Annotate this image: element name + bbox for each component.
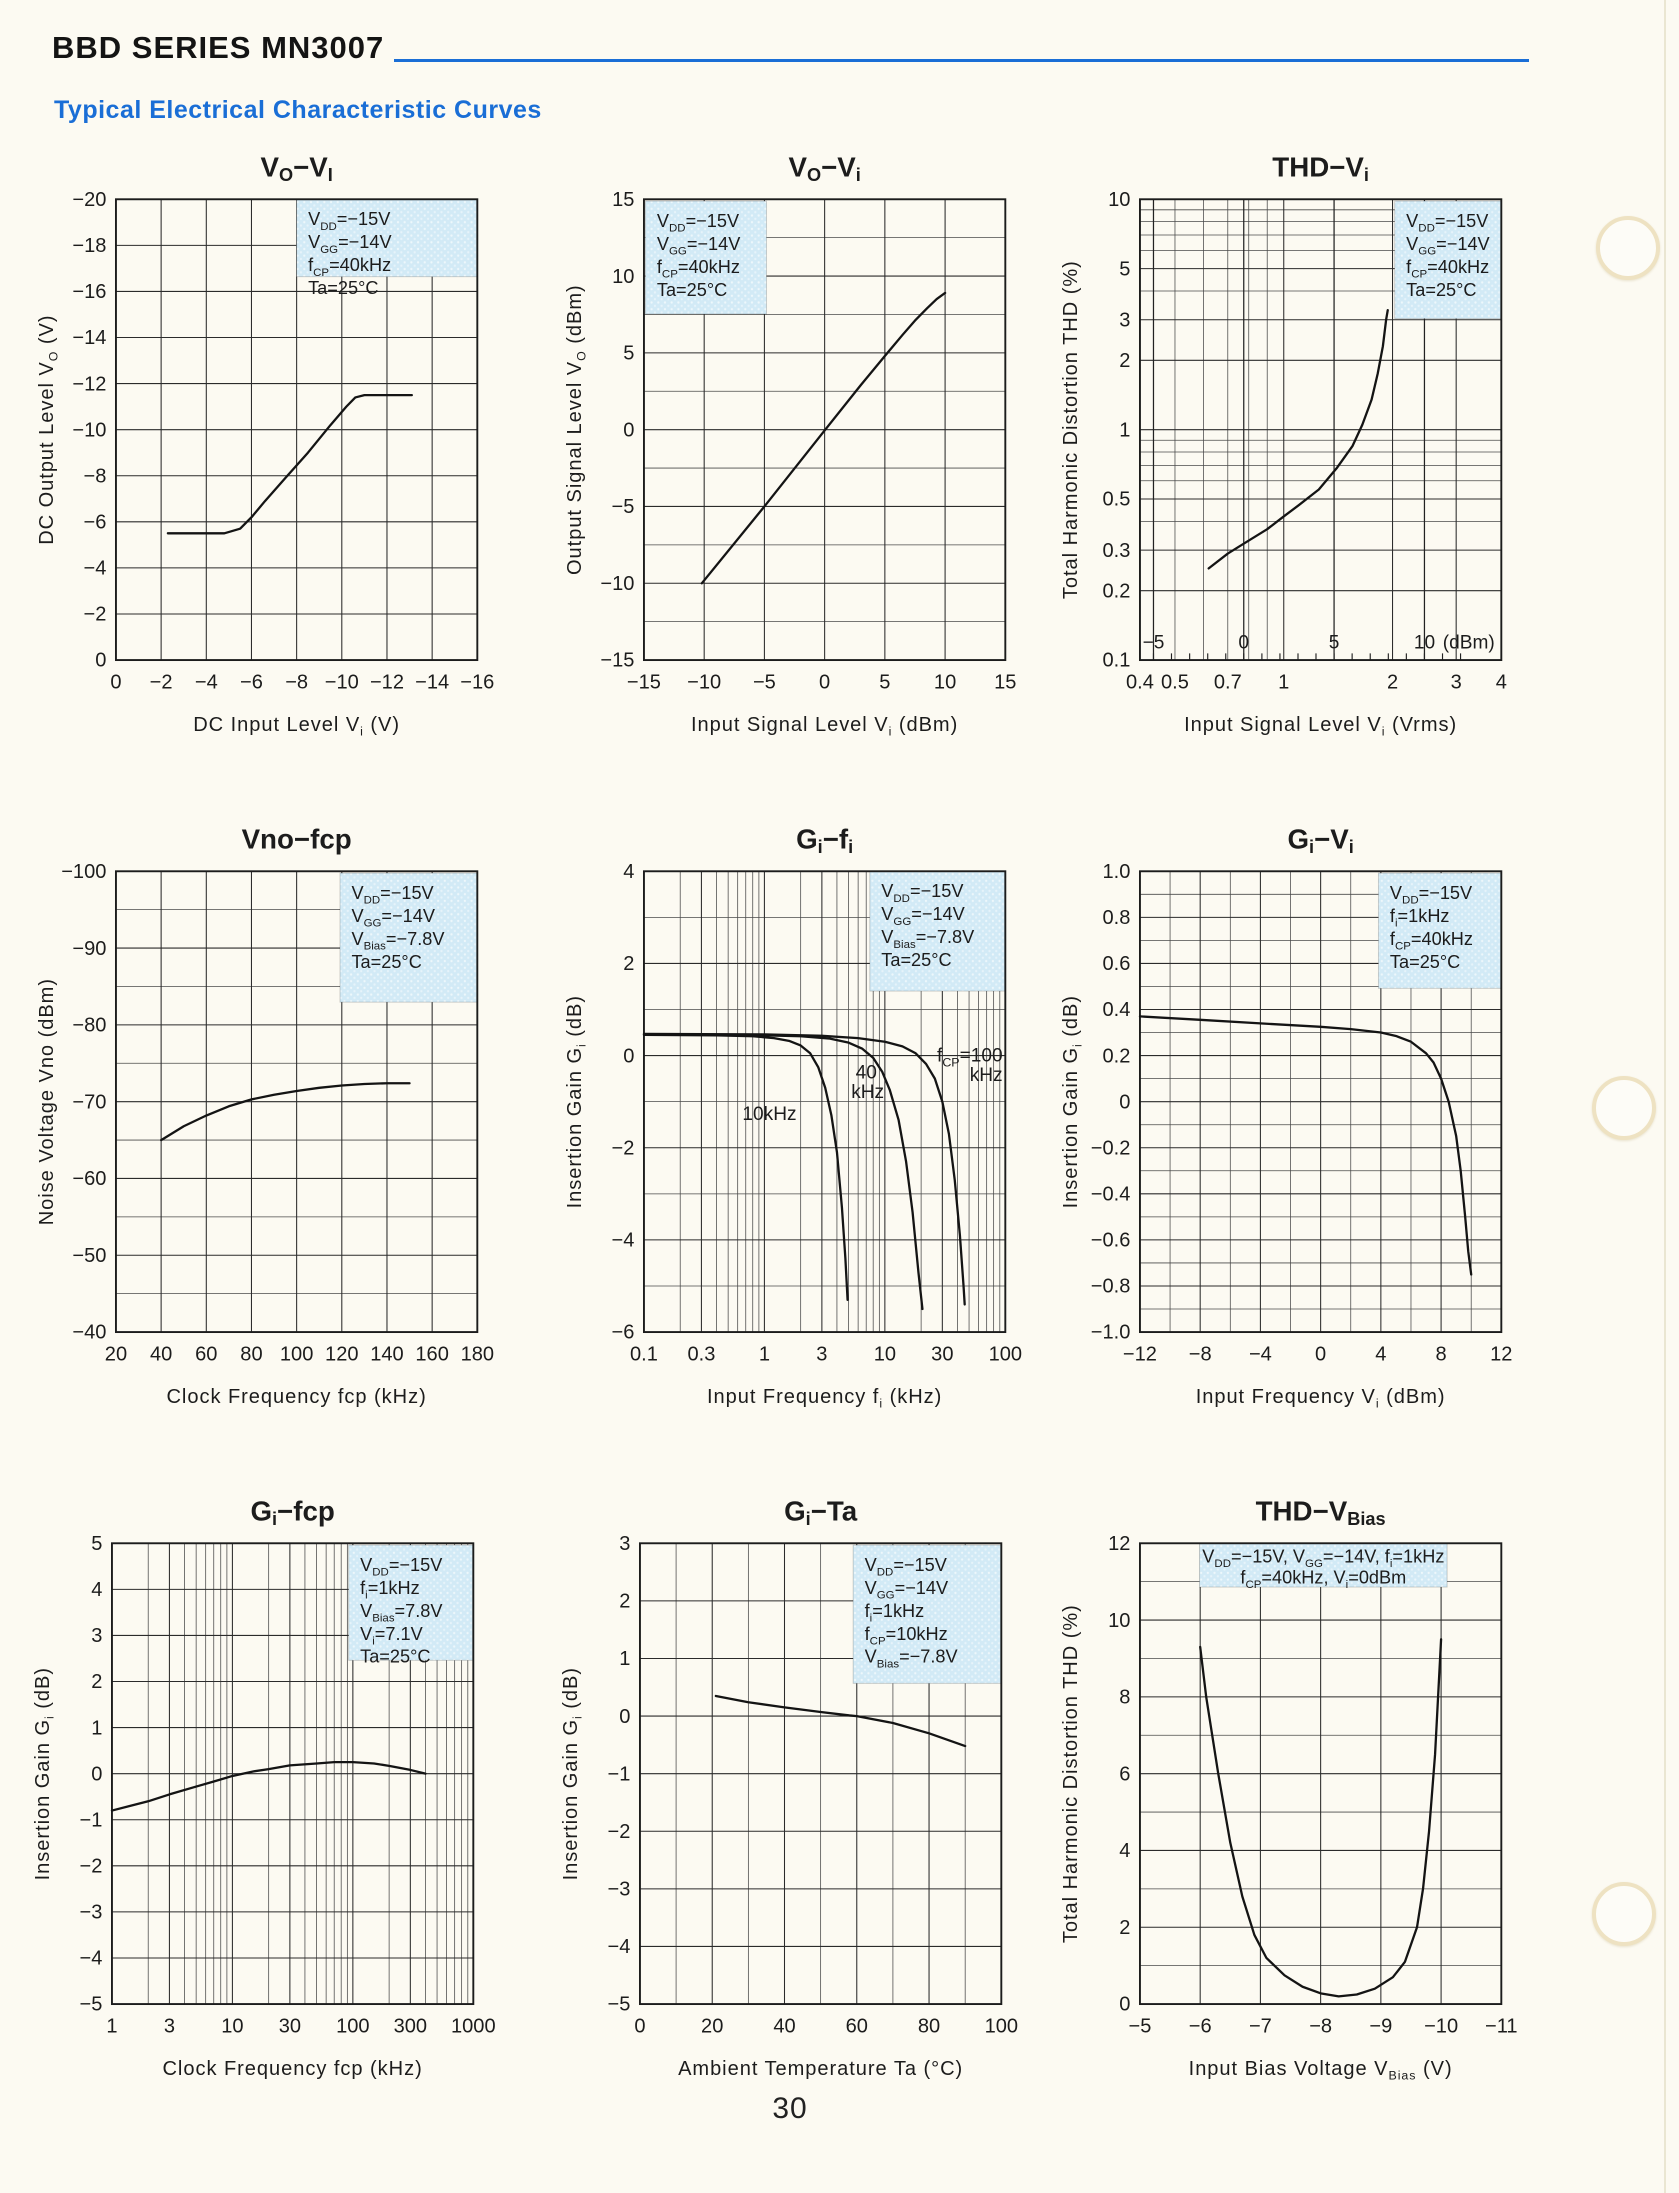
svg-text:120: 120 bbox=[325, 1343, 359, 1366]
svg-text:−10: −10 bbox=[72, 419, 107, 442]
svg-text:VBias=−7.8V: $V_{Bias}=-7.8V$ bbox=[351, 928, 445, 953]
svg-text:0: 0 bbox=[634, 2015, 646, 2038]
svg-text:VDD=−15V: $V_{DD}=-15V$ bbox=[308, 209, 391, 233]
svg-text:5: 5 bbox=[91, 1532, 103, 1555]
svg-text:Vno−fcp: Vno−fcp bbox=[241, 823, 352, 855]
svg-text:−10: −10 bbox=[600, 572, 635, 595]
svg-text:−15: −15 bbox=[600, 649, 635, 672]
svg-text:DC Output Level VO (V): DC Output Level $V_O$ (V) bbox=[35, 314, 61, 545]
svg-text:1: 1 bbox=[106, 2015, 118, 2038]
svg-text:30: 30 bbox=[278, 2015, 302, 2038]
svg-text:0: 0 bbox=[619, 1705, 631, 1728]
svg-text:140: 140 bbox=[370, 1343, 404, 1366]
svg-text:0.2: 0.2 bbox=[1102, 580, 1131, 603]
svg-text:1.0: 1.0 bbox=[1102, 860, 1131, 883]
svg-text:20: 20 bbox=[701, 2015, 724, 2038]
svg-text:Insertion Gain Gi (dB): Insertion Gain $G_i$ (dB) bbox=[559, 1666, 585, 1881]
svg-text:VDD=−15V: $V_{DD}=-15V$ bbox=[1389, 882, 1473, 907]
svg-text:0: 0 bbox=[819, 671, 831, 694]
svg-text:VDD=−15V: $V_{DD}=-15V$ bbox=[351, 882, 434, 907]
svg-text:10: 10 bbox=[1108, 1609, 1131, 1632]
svg-text:−4: −4 bbox=[1248, 1343, 1272, 1366]
svg-text:−14: −14 bbox=[72, 327, 107, 350]
svg-text:1: 1 bbox=[91, 1717, 103, 1740]
svg-text:Ambient Temperature Ta (°C): Ambient Temperature Ta (°C) bbox=[678, 2057, 964, 2080]
svg-text:−8: −8 bbox=[1188, 1343, 1212, 1366]
svg-text:VGG=−14V: $V_{GG}=-14V$ bbox=[308, 232, 392, 256]
svg-text:VO−Vi: VO−Vi bbox=[788, 151, 861, 186]
svg-text:−70: −70 bbox=[72, 1091, 107, 1114]
svg-text:100: 100 bbox=[279, 1343, 314, 1366]
svg-text:−8: −8 bbox=[1309, 2015, 1333, 2038]
svg-text:0: 0 bbox=[110, 671, 122, 694]
svg-text:4: 4 bbox=[1375, 1343, 1387, 1366]
svg-text:0: 0 bbox=[1119, 1091, 1131, 1114]
svg-text:0.3: 0.3 bbox=[1102, 539, 1131, 562]
svg-text:Ta=25°C: Ta=25°C bbox=[308, 277, 379, 298]
svg-text:0.1: 0.1 bbox=[1102, 649, 1131, 672]
svg-text:10: 10 bbox=[1413, 632, 1436, 654]
svg-text:100: 100 bbox=[984, 2015, 1019, 2038]
svg-text:3: 3 bbox=[91, 1625, 103, 1648]
svg-text:30: 30 bbox=[931, 1343, 954, 1366]
svg-text:2: 2 bbox=[623, 953, 635, 976]
svg-text:−2: −2 bbox=[611, 1137, 635, 1160]
chart-svg-gi-vi bbox=[1052, 812, 1530, 1438]
svg-text:4: 4 bbox=[623, 860, 635, 883]
svg-text:−0.2: −0.2 bbox=[1090, 1137, 1131, 1160]
page-edge-line bbox=[1664, 0, 1666, 2193]
svg-text:1: 1 bbox=[1119, 419, 1131, 442]
svg-text:Total Harmonic Distortion THD: Total Harmonic Distortion THD (%) bbox=[1059, 260, 1082, 600]
svg-text:VDD=−15V, VGG=−14V, fi=1kHz: $V_{DD}=-15V$, $V_{GG}=-14V$, $f_i=1kHz$ bbox=[1202, 1546, 1445, 1571]
svg-text:−16: −16 bbox=[72, 281, 107, 304]
chart-svg-vo-vi-dc bbox=[28, 140, 506, 766]
svg-text:−9: −9 bbox=[1369, 2015, 1393, 2038]
svg-text:−11: −11 bbox=[1485, 2015, 1518, 2038]
svg-text:−80: −80 bbox=[72, 1014, 107, 1037]
chart-svg-thd-vi bbox=[1052, 140, 1530, 766]
svg-text:80: 80 bbox=[917, 2015, 941, 2038]
svg-text:VBias=−7.8V: $V_{Bias}=-7.8V$ bbox=[881, 926, 975, 951]
svg-text:−2: −2 bbox=[79, 1855, 103, 1878]
svg-text:0: 0 bbox=[1238, 632, 1250, 654]
svg-text:5: 5 bbox=[623, 342, 635, 365]
svg-text:fCP=40kHz: $f_{CP}=40kHz$ bbox=[1406, 256, 1490, 281]
punch-hole-icon bbox=[1596, 216, 1660, 280]
svg-text:VBias=−7.8V: $V_{Bias}=-7.8V$ bbox=[864, 1646, 958, 1671]
svg-text:−5: −5 bbox=[611, 496, 635, 519]
svg-text:−2: −2 bbox=[607, 1820, 631, 1843]
svg-text:12: 12 bbox=[1490, 1343, 1513, 1366]
svg-text:−8: −8 bbox=[285, 671, 309, 694]
svg-text:−12: −12 bbox=[1122, 1343, 1157, 1366]
svg-text:−60: −60 bbox=[72, 1168, 107, 1191]
svg-text:Input Frequency Vi (dBm): Input Frequency $V_i$ (dBm) bbox=[1195, 1385, 1446, 1411]
page-title: BBD SERIES MN3007 bbox=[52, 30, 385, 65]
svg-text:4: 4 bbox=[1119, 1840, 1131, 1863]
svg-text:DC Input Level Vi (V): DC Input Level $V_i$ (V) bbox=[193, 713, 401, 739]
svg-text:80: 80 bbox=[240, 1343, 263, 1366]
svg-text:−7: −7 bbox=[1248, 2015, 1272, 2038]
svg-text:60: 60 bbox=[195, 1343, 218, 1366]
svg-text:Ta=25°C: Ta=25°C bbox=[1389, 951, 1461, 972]
svg-text:THD−VBias: THD−VBias bbox=[1255, 1495, 1386, 1530]
svg-text:−1: −1 bbox=[607, 1763, 631, 1786]
svg-text:−12: −12 bbox=[72, 373, 107, 396]
svg-text:0: 0 bbox=[623, 419, 635, 442]
svg-text:40: 40 bbox=[149, 1343, 173, 1366]
svg-text:0.1: 0.1 bbox=[630, 1343, 658, 1366]
svg-text:−0.4: −0.4 bbox=[1090, 1183, 1131, 1206]
svg-text:10: 10 bbox=[873, 1343, 897, 1366]
svg-text:−15: −15 bbox=[626, 671, 661, 694]
svg-text:0.6: 0.6 bbox=[1102, 953, 1131, 976]
svg-text:12: 12 bbox=[1108, 1532, 1131, 1555]
svg-text:VGG=−14V: $V_{GG}=-14V$ bbox=[881, 904, 965, 928]
svg-text:5: 5 bbox=[1328, 632, 1340, 654]
chart-gi-vi bbox=[1052, 812, 1530, 1440]
svg-text:Insertion Gain Gi (dB): Insertion Gain $G_i$ (dB) bbox=[1059, 994, 1085, 1209]
chart-svg-gi-ta bbox=[552, 1484, 1030, 2110]
svg-text:0: 0 bbox=[1119, 1993, 1131, 2016]
svg-text:1: 1 bbox=[758, 1343, 770, 1366]
svg-text:VO−VI: VO−VI bbox=[260, 151, 333, 186]
svg-text:8: 8 bbox=[1435, 1343, 1447, 1366]
svg-text:2: 2 bbox=[91, 1671, 103, 1694]
svg-text:fCP=100: $f_{CP}=100$ bbox=[937, 1045, 1003, 1070]
svg-text:3: 3 bbox=[619, 1532, 631, 1555]
chart-vo-vi-dc bbox=[28, 140, 506, 768]
svg-text:Noise Voltage Vno (dBm): Noise Voltage Vno (dBm) bbox=[35, 978, 58, 1226]
svg-text:2: 2 bbox=[1119, 1916, 1131, 1939]
svg-text:Gi−Ta: Gi−Ta bbox=[784, 1495, 858, 1530]
svg-text:Input Signal Level Vi (dBm): Input Signal Level $V_i$ (dBm) bbox=[691, 713, 959, 739]
svg-text:fCP=40kHz: $f_{CP}=40kHz$ bbox=[1389, 928, 1473, 953]
svg-text:kHz: kHz bbox=[969, 1064, 1003, 1086]
chart-svg-gi-fi bbox=[556, 812, 1034, 1438]
svg-text:10: 10 bbox=[221, 2015, 244, 2038]
svg-text:Ta=25°C: Ta=25°C bbox=[881, 949, 952, 970]
svg-text:−5: −5 bbox=[607, 1993, 631, 2016]
svg-text:180: 180 bbox=[460, 1343, 495, 1366]
svg-text:−4: −4 bbox=[194, 671, 218, 694]
svg-text:−5: −5 bbox=[1142, 632, 1165, 654]
svg-text:Input Signal Level Vi (Vrms): Input Signal Level $V_i$ (Vrms) bbox=[1184, 713, 1458, 739]
page-header bbox=[52, 30, 1529, 66]
svg-text:VDD=−15V: $V_{DD}=-15V$ bbox=[864, 1554, 947, 1579]
svg-text:−20: −20 bbox=[72, 188, 107, 211]
svg-text:0.3: 0.3 bbox=[687, 1343, 716, 1366]
svg-text:Clock Frequency fcp (kHz): Clock Frequency fcp (kHz) bbox=[166, 1385, 427, 1408]
svg-text:4: 4 bbox=[91, 1579, 103, 1602]
chart-gi-fcp bbox=[24, 1484, 502, 2112]
svg-text:−12: −12 bbox=[369, 671, 404, 694]
svg-text:1000: 1000 bbox=[450, 2015, 496, 2038]
chart-svg-vno-fcp bbox=[28, 812, 506, 1438]
svg-text:40: 40 bbox=[855, 1062, 877, 1084]
svg-text:15: 15 bbox=[994, 671, 1017, 694]
svg-text:−4: −4 bbox=[607, 1936, 631, 1959]
svg-text:−3: −3 bbox=[607, 1878, 631, 1901]
svg-text:0: 0 bbox=[1315, 1343, 1327, 1366]
svg-text:−5: −5 bbox=[1128, 2015, 1152, 2038]
svg-text:6: 6 bbox=[1119, 1763, 1131, 1786]
svg-text:(dBm): (dBm) bbox=[1442, 632, 1495, 654]
svg-text:−16: −16 bbox=[460, 671, 495, 694]
svg-text:10: 10 bbox=[933, 671, 957, 694]
svg-text:THD−Vi: THD−Vi bbox=[1272, 151, 1369, 186]
chart-vo-vi-signal bbox=[556, 140, 1034, 768]
svg-text:fCP=40kHz, Vi=0dBm: $f_{CP}=40kHz$, $V_i=0dBm$ bbox=[1240, 1567, 1407, 1592]
chart-gi-ta bbox=[552, 1484, 1030, 2112]
svg-text:VBias=7.8V: $V_{Bias}=7.8V$ bbox=[360, 1600, 443, 1625]
punch-hole-icon bbox=[1592, 1882, 1656, 1946]
svg-text:−100: −100 bbox=[61, 860, 107, 883]
svg-text:Gi−fcp: Gi−fcp bbox=[250, 1495, 335, 1530]
svg-text:Vi=7.1V: $V_i=7.1V$ bbox=[360, 1623, 423, 1648]
svg-text:1: 1 bbox=[619, 1648, 631, 1671]
chart-thd-vbias bbox=[1052, 1484, 1530, 2112]
svg-text:−6: −6 bbox=[1188, 2015, 1212, 2038]
svg-text:−2: −2 bbox=[83, 603, 107, 626]
svg-text:kHz: kHz bbox=[851, 1081, 885, 1103]
svg-text:3: 3 bbox=[1119, 309, 1131, 332]
svg-text:0.2: 0.2 bbox=[1102, 1045, 1131, 1068]
svg-text:VDD=−15V: $V_{DD}=-15V$ bbox=[360, 1554, 443, 1579]
svg-text:VDD=−15V: $V_{DD}=-15V$ bbox=[881, 881, 964, 905]
svg-text:−10: −10 bbox=[1424, 2015, 1459, 2038]
svg-text:0: 0 bbox=[91, 1763, 103, 1786]
svg-text:fCP=40kHz: $f_{CP}=40kHz$ bbox=[308, 254, 392, 279]
svg-text:−3: −3 bbox=[79, 1901, 103, 1924]
svg-text:0.5: 0.5 bbox=[1102, 488, 1131, 511]
svg-text:fi=1kHz: $f_i=1kHz$ bbox=[864, 1600, 925, 1625]
svg-text:10: 10 bbox=[1108, 188, 1131, 211]
svg-text:3: 3 bbox=[816, 1343, 828, 1366]
svg-text:fi=1kHz: $f_i=1kHz$ bbox=[1389, 905, 1450, 930]
svg-text:−10: −10 bbox=[324, 671, 359, 694]
svg-text:−50: −50 bbox=[72, 1244, 107, 1267]
svg-text:fi=1kHz: $f_i=1kHz$ bbox=[360, 1577, 420, 1602]
svg-text:−0.6: −0.6 bbox=[1090, 1229, 1131, 1252]
svg-text:0: 0 bbox=[95, 649, 107, 672]
svg-text:3: 3 bbox=[163, 2015, 176, 2038]
svg-text:−10: −10 bbox=[687, 671, 722, 694]
svg-text:15: 15 bbox=[612, 188, 635, 211]
svg-text:−8: −8 bbox=[83, 465, 107, 488]
svg-text:Gi−fi: Gi−fi bbox=[796, 823, 854, 858]
chart-gi-fi bbox=[556, 812, 1034, 1440]
svg-text:VDD=−15V: $V_{DD}=-15V$ bbox=[1406, 210, 1489, 235]
svg-text:0.4: 0.4 bbox=[1126, 671, 1154, 694]
svg-text:Insertion Gain Gi (dB): Insertion Gain $G_i$ (dB) bbox=[31, 1666, 57, 1881]
punch-hole-icon bbox=[1592, 1076, 1656, 1140]
svg-text:10kHz: 10kHz bbox=[742, 1104, 797, 1126]
svg-text:−90: −90 bbox=[72, 937, 107, 960]
svg-text:−6: −6 bbox=[83, 511, 107, 534]
svg-text:VGG=−14V: $V_{GG}=-14V$ bbox=[656, 233, 741, 258]
chart-svg-vo-vi-signal bbox=[556, 140, 1034, 766]
svg-text:4: 4 bbox=[1495, 671, 1507, 694]
svg-text:VGG=−14V: $V_{GG}=-14V$ bbox=[864, 1577, 949, 1602]
svg-text:−40: −40 bbox=[72, 1321, 107, 1344]
svg-text:−4: −4 bbox=[611, 1229, 635, 1252]
svg-text:Insertion Gain Gi (dB): Insertion Gain $G_i$ (dB) bbox=[563, 994, 589, 1209]
svg-text:0.7: 0.7 bbox=[1213, 671, 1242, 694]
svg-text:Gi−Vi: Gi−Vi bbox=[1287, 823, 1354, 858]
page-subtitle: Typical Electrical Characteristic Curves bbox=[54, 96, 542, 124]
chart-svg-thd-vbias bbox=[1052, 1484, 1530, 2110]
svg-text:40: 40 bbox=[773, 2015, 796, 2038]
svg-text:2: 2 bbox=[1386, 671, 1399, 694]
svg-text:5: 5 bbox=[879, 671, 891, 694]
svg-text:−18: −18 bbox=[72, 235, 107, 258]
svg-text:Input Frequency fi (kHz): Input Frequency $f_i$ (kHz) bbox=[706, 1385, 943, 1411]
svg-text:100: 100 bbox=[988, 1343, 1023, 1366]
page-number: 30 bbox=[772, 2092, 808, 2125]
chart-svg-gi-fcp bbox=[24, 1484, 502, 2110]
svg-text:−6: −6 bbox=[611, 1321, 635, 1344]
svg-text:−0.8: −0.8 bbox=[1090, 1275, 1131, 1298]
svg-text:5: 5 bbox=[1119, 258, 1131, 281]
svg-text:0.5: 0.5 bbox=[1161, 671, 1189, 694]
svg-text:−2: −2 bbox=[149, 671, 173, 694]
svg-text:Ta=25°C: Ta=25°C bbox=[351, 951, 422, 972]
svg-text:−6: −6 bbox=[240, 671, 263, 694]
chart-vno-fcp bbox=[28, 812, 506, 1440]
svg-text:0: 0 bbox=[623, 1045, 635, 1068]
svg-text:VGG=−14V: $V_{GG}=-14V$ bbox=[1406, 233, 1490, 258]
svg-text:10: 10 bbox=[612, 265, 635, 288]
svg-text:Ta=25°C: Ta=25°C bbox=[360, 1646, 431, 1667]
svg-text:160: 160 bbox=[415, 1343, 449, 1366]
svg-text:Total Harmonic Distortion THD: Total Harmonic Distortion THD (%) bbox=[1059, 1604, 1082, 1944]
svg-text:−5: −5 bbox=[79, 1993, 103, 2016]
svg-text:Clock Frequency fcp (kHz): Clock Frequency fcp (kHz) bbox=[162, 2057, 423, 2080]
svg-text:Ta=25°C: Ta=25°C bbox=[656, 279, 728, 300]
svg-text:0.8: 0.8 bbox=[1102, 907, 1131, 930]
header-underline bbox=[394, 59, 1529, 62]
svg-text:−1.0: −1.0 bbox=[1090, 1321, 1131, 1344]
svg-text:2: 2 bbox=[1119, 350, 1131, 373]
svg-text:8: 8 bbox=[1119, 1686, 1131, 1709]
svg-text:Ta=25°C: Ta=25°C bbox=[1406, 279, 1477, 300]
svg-text:0.4: 0.4 bbox=[1102, 999, 1131, 1022]
svg-text:3: 3 bbox=[1450, 671, 1462, 694]
svg-text:VGG=−14V: $V_{GG}=-14V$ bbox=[351, 905, 435, 930]
chart-thd-vi bbox=[1052, 140, 1530, 768]
svg-text:60: 60 bbox=[845, 2015, 868, 2038]
svg-text:20: 20 bbox=[104, 1343, 128, 1366]
svg-text:Output Signal Level VO (dBm): Output Signal Level $V_O$ (dBm) bbox=[563, 284, 589, 576]
svg-text:−14: −14 bbox=[415, 671, 450, 694]
svg-text:100: 100 bbox=[336, 2015, 370, 2038]
svg-text:Input Bias Voltage VBias (V): Input Bias Voltage $V_{Bias}$ (V) bbox=[1188, 2057, 1453, 2083]
svg-text:fCP=10kHz: $f_{CP}=10kHz$ bbox=[864, 1623, 948, 1648]
svg-text:−1: −1 bbox=[79, 1809, 103, 1832]
svg-text:2: 2 bbox=[619, 1590, 631, 1613]
svg-text:300: 300 bbox=[393, 2015, 428, 2038]
svg-text:1: 1 bbox=[1278, 671, 1290, 694]
svg-text:fCP=40kHz: $f_{CP}=40kHz$ bbox=[656, 256, 740, 281]
svg-text:−4: −4 bbox=[83, 557, 107, 580]
svg-text:VDD=−15V: $V_{DD}=-15V$ bbox=[656, 210, 740, 235]
svg-text:−5: −5 bbox=[752, 671, 776, 694]
svg-text:−4: −4 bbox=[79, 1947, 103, 1970]
